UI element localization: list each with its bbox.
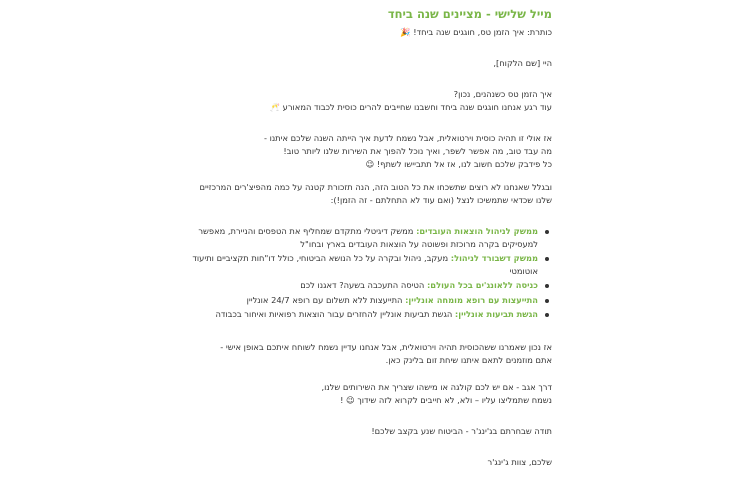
paragraph-1-line-1: איך הזמן טס כשנהנים, נכון? bbox=[453, 89, 552, 99]
feature-label: ממשק דשבורד לניהול: bbox=[450, 253, 538, 263]
feature-label: הגשת תביעות אונליין: bbox=[454, 309, 538, 319]
email-content bbox=[182, 6, 552, 469]
list-item bbox=[182, 279, 538, 292]
signoff: שלכם, צוות ג'ינג'ר bbox=[487, 456, 552, 467]
email-title: מייל שלישי - מציינים שנה ביחד bbox=[387, 7, 552, 21]
paragraph-4-line-2: אתם מוזמנים לתאם איתנו שיחת זום בלינק כאן. bbox=[385, 354, 552, 365]
paragraph-5-line-1: דרך אגב - אם יש לכם קולגה או מישהו שצריך את השירותים שלנו, bbox=[321, 381, 552, 392]
greeting: היי [שם הלקוח], bbox=[493, 58, 552, 68]
list-item bbox=[182, 252, 538, 277]
paragraph-3-line-2: שלנו שכדאי שתמשיכו לנצל (ואם עוד לא התחלתם - זה הזמן!): bbox=[330, 195, 552, 205]
list-item bbox=[182, 225, 538, 250]
feature-text: ממשק דיגיטלי מתקדם שמחליף את הטפסים והניירת, מאפשר למעסיקים בקרה מרוכזת ופשוטה על הוצאות העובדים בארץ ובחו"ל bbox=[198, 226, 538, 249]
list-item bbox=[182, 308, 538, 321]
paragraph-2-line-1: אז אולי זו תהיה כוסית וירטואלית, אבל נשמח לדעת איך הייתה השנה שלכם איתנו - bbox=[263, 133, 552, 143]
paragraph-3-line-1: ובגלל שאנחנו לא רוצים שתשכחו את כל הטוב הזה, הנה תזכורת קטנה על כמה מהפיצ'רים המרכזיים bbox=[199, 182, 552, 192]
feature-text: הגשת תביעות אונליין להחזרים עבור הוצאות רפואיות ואיחור בכבודה bbox=[215, 309, 455, 319]
feature-label: התייעצות עם רופא מומחה אונליין: bbox=[405, 294, 538, 305]
feature-label: ממשק לניהול הוצאות העובדים: bbox=[416, 226, 538, 236]
feature-text: התייעצות ללא תשלום עם רופא 24/7 אונליין bbox=[246, 294, 406, 305]
paragraph-2-line-2: מה עבד טוב, מה אפשר לשפר, ואיך נוכל להפוך את השירות שלנו ליותר טוב! bbox=[283, 146, 552, 156]
feature-text: מעקב, ניהול ובקרה על כל הנושא הביטוחי, כולל דו"חות תקציביים ותיעוד אוטומטי bbox=[192, 253, 538, 276]
feature-label: כניסה ללאונג'ים בכל העולם: bbox=[426, 280, 538, 290]
features-list bbox=[182, 225, 552, 321]
email-subject: כותרת: איך הזמן טס, חוגגים שנה ביחד! 🎉 bbox=[400, 27, 552, 37]
paragraph-4-line-1: אז נכון שאמרנו ששהכוסית תהיה וירטואלית, אבל אנחנו עדיין נשמח לשוחח איתכם באופן אישי - bbox=[220, 341, 552, 352]
paragraph-5-line-2: נשמח שתמליצו עליו – ולא, לא חייבים לקרוא לזה שידוך 😉 ! bbox=[340, 394, 552, 405]
feature-text: הטיסה התעכבה בשעה? דאגנו לכם bbox=[300, 280, 427, 290]
paragraph-1-line-2: עוד רגע אנחנו חוגגים שנה ביחד וחשבנו שחייבים להרים כוסית לכבוד המאורע 🥂 bbox=[269, 102, 552, 112]
paragraph-6: תודה שבחרתם בג'ינג'ר - הביטוח שנע בקצב שלכם! bbox=[371, 425, 552, 436]
paragraph-2-line-3: כל פידבק שלכם חשוב לנו, אז אל תתביישו לשתף! 😉 bbox=[365, 159, 552, 169]
list-item bbox=[182, 294, 538, 307]
